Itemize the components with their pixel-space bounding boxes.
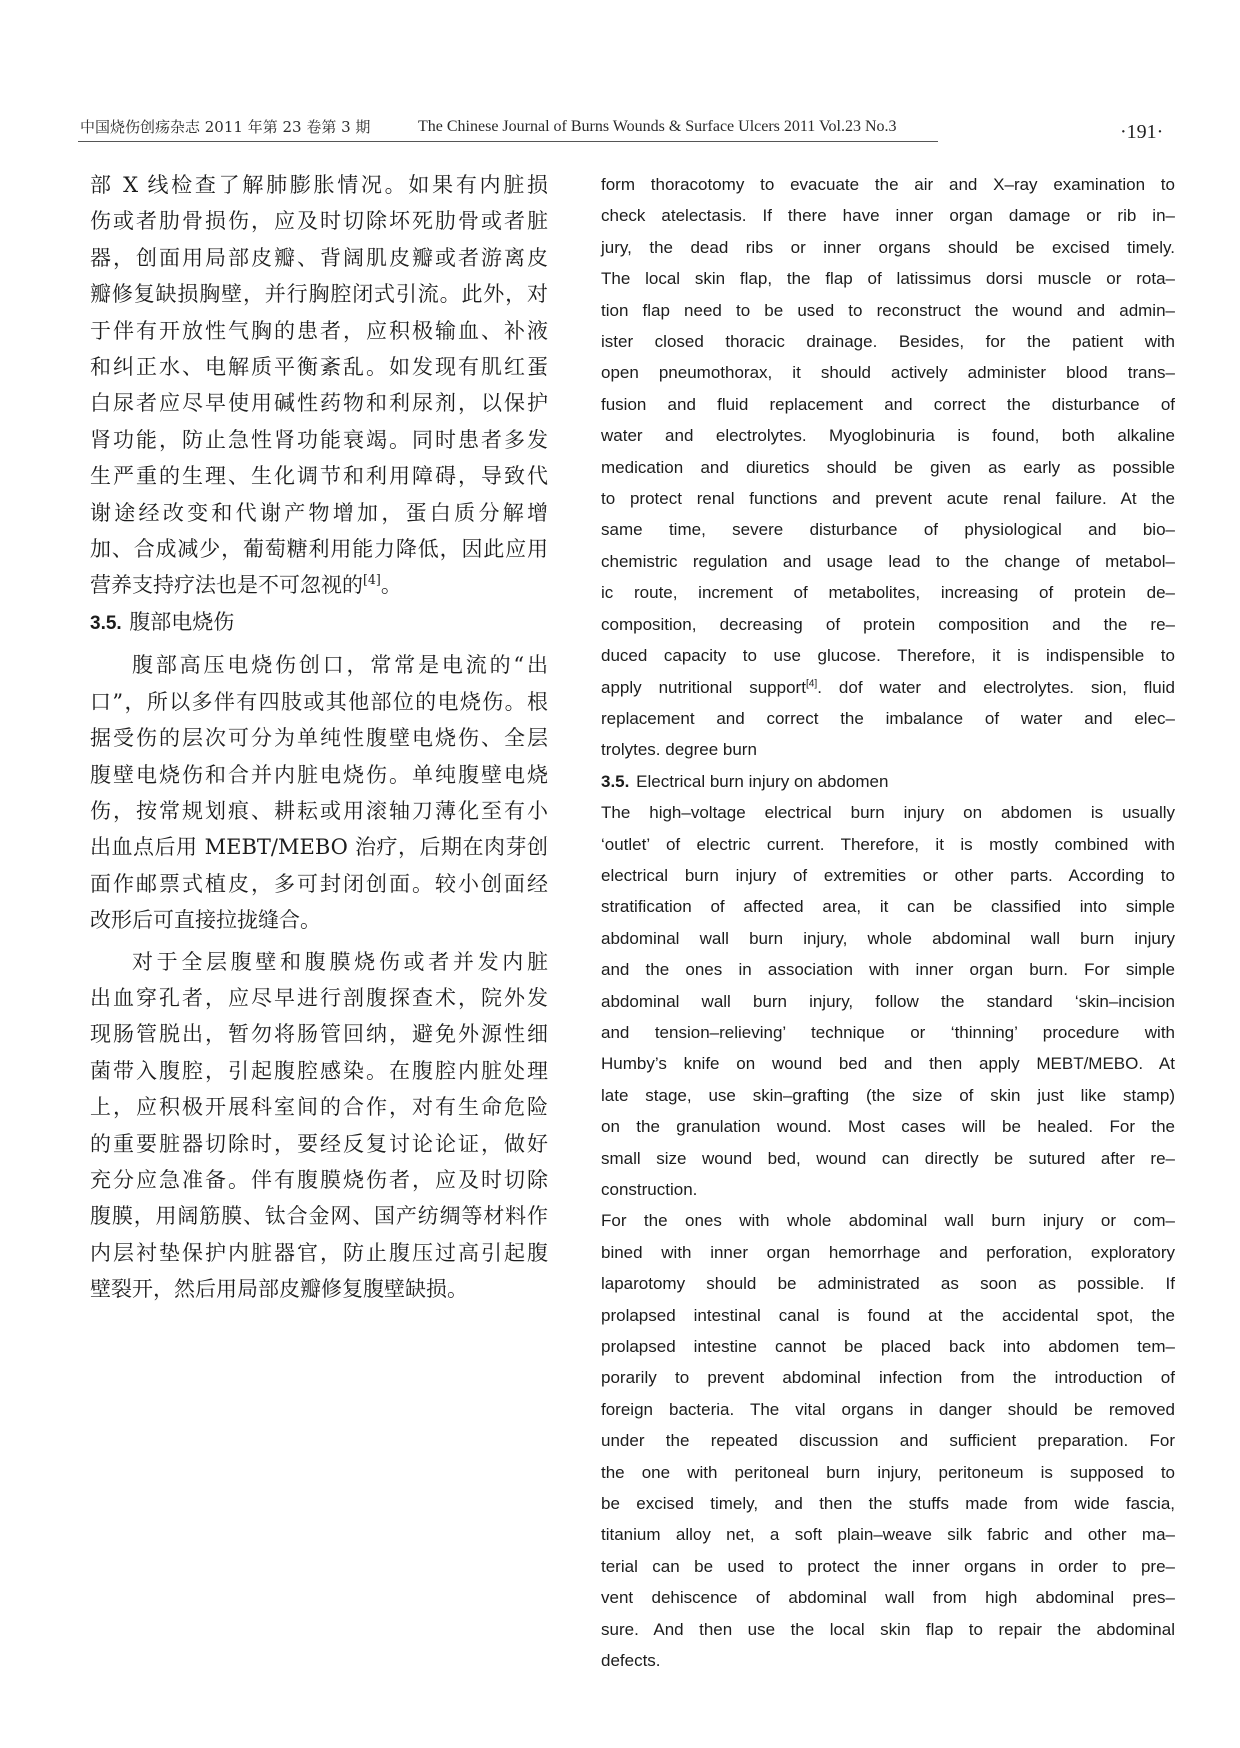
running-header-english: The Chinese Journal of Burns Wounds & Surface Ulcers 2011 Vol.23 No.3	[418, 118, 897, 135]
citation-superscript: [4]	[805, 677, 818, 689]
text-line: 据受伤的层次可分为单纯性腹壁电烧伤、全层	[90, 726, 548, 751]
paragraph	[90, 944, 548, 1308]
text-line: be excised timely, and then the stuffs made from wide fascia,	[601, 1494, 1175, 1514]
text-line: The high–voltage electrical burn injury on abdomen is usually	[601, 803, 1175, 823]
text-line: tion flap need to be used to reconstruct the wound and admin–	[601, 300, 1175, 320]
text-line: 瓣修复缺损胸壁，并行胸腔闭式引流。此外，对	[90, 282, 548, 307]
text-line: electrical burn injury of extremities or other parts. According to	[601, 865, 1175, 885]
text-line: 于伴有开放性气胸的患者，应积极输血、补液	[90, 318, 548, 343]
text-line: vent dehiscence of abdominal wall from high abdominal pres–	[601, 1588, 1175, 1608]
text-line: 和纠正水、电解质平衡紊乱。如发现有肌红蛋	[90, 355, 548, 380]
text-line: form thoracotomy to evacuate the air and X–ray examination to	[601, 175, 1175, 194]
text-line: sure. And then use the local skin flap to repair the abdominal	[601, 1619, 1175, 1639]
chinese-text-column	[90, 167, 548, 1308]
text-line: and tension–relieving’ technique or ‘thinning’ procedure with	[601, 1022, 1175, 1042]
running-header-chinese: 中国烧伤创疡杂志 2011 年第 23 卷第 3 期	[80, 118, 371, 136]
text-line: foreign bacteria. The vital organs in danger should be removed	[601, 1399, 1175, 1419]
text-line: bined with inner organ hemorrhage and perforation, exploratory	[601, 1242, 1175, 1262]
text-fragment: apply nutritional support	[601, 677, 806, 697]
text-line: 出血点后用 MEBT/MEBO 治疗，后期在肉芽创	[90, 835, 548, 860]
text-line: jury, the dead ribs or inner organs should be excised timely.	[601, 237, 1175, 257]
text-line: The local skin flap, the flap of latissimus dorsi muscle or rota–	[601, 269, 1175, 289]
text-line: Humby’s knife on wound bed and then apply MEBT/MEBO. At	[601, 1054, 1175, 1074]
text-line: ‘outlet’ of electric current. Therefore, it is mostly combined with	[601, 834, 1175, 854]
text-line: 伤或者肋骨损伤，应及时切除坏死肋骨或者脏	[90, 209, 548, 234]
section-title: Electrical burn injury on abdomen	[636, 771, 889, 791]
header-rule	[78, 141, 938, 142]
text-line: 面作邮票式植皮，多可封闭创面。较小创面经	[90, 871, 548, 896]
section-heading	[601, 766, 1175, 797]
text-line: 加、合成减少，葡萄糖利用能力降低，因此应用	[90, 537, 548, 562]
text-line: on the granulation wound. Most cases will be healed. For the	[601, 1117, 1175, 1137]
text-line: small size wound bed, wound can directly be sutured after re–	[601, 1148, 1175, 1168]
text-line: 充分应急准备。伴有腹膜烧伤者，应及时切除	[90, 1167, 548, 1192]
text-line: water and electrolytes. Myoglobinuria is found, both alkaline	[601, 426, 1175, 446]
text-line: 对于全层腹壁和腹膜烧伤或者并发内脏	[132, 949, 548, 974]
text-line: 伤，按常规划痕、耕耘或用滚轴刀薄化至有小	[90, 798, 548, 823]
text-line: 口”，所以多伴有四肢或其他部位的电烧伤。根	[90, 689, 548, 714]
page-number: ·191·	[1120, 121, 1164, 143]
text-line: 壁裂开，然后用局部皮瓣修复腹壁缺损。	[90, 1277, 468, 1302]
text-line: 部 X 线检查了解肺膨胀情况。如果有内脏损	[90, 173, 548, 197]
section-title: 腹部电烧伤	[129, 609, 235, 634]
text-line: 器，创面用局部皮瓣、背阔肌皮瓣或者游离皮	[90, 245, 548, 270]
text-line: 上，应积极开展科室间的合作，对有生命危险	[90, 1095, 548, 1120]
text-line: construction.	[601, 1180, 698, 1199]
text-line: check atelectasis. If there have inner organ damage or rib in–	[601, 206, 1175, 226]
section-number: 3.5.	[601, 771, 630, 791]
text-line: 内层衬垫保护内脏器官，防止腹压过高引起腹	[90, 1240, 548, 1265]
text-line: same time, severe disturbance of physiological and bio–	[601, 520, 1175, 540]
text-line: under the repeated discussion and sufficient preparation. For	[601, 1431, 1175, 1451]
paragraph	[601, 797, 1175, 1205]
text-line: and the ones in association with inner organ burn. For simple	[601, 960, 1175, 980]
text-line: 菌带入腹腔，引起腹腔感染。在腹腔内脏处理	[90, 1058, 548, 1083]
text-line: prolapsed intestinal canal is found at the accidental spot, the	[601, 1305, 1175, 1325]
text-line	[90, 567, 548, 603]
paragraph	[601, 169, 1175, 766]
text-line: 肾功能，防止急性肾功能衰竭。同时患者多发	[90, 427, 548, 452]
text-line: defects.	[601, 1651, 661, 1671]
paragraph	[90, 167, 548, 604]
text-fragment: 营养支持疗法也是不可忽视的	[90, 573, 363, 598]
text-fragment: . dof water and electrolytes. sion, fluid	[817, 677, 1175, 697]
section-heading	[90, 604, 548, 642]
text-line: 改形后可直接拉拢缝合。	[90, 908, 321, 933]
text-line: trolytes. degree burn	[601, 740, 757, 760]
text-line: stratification of affected area, it can be classified into simple	[601, 897, 1175, 917]
text-line: fusion and fluid replacement and correct the disturbance of	[601, 394, 1175, 414]
text-line: 出血穿孔者，应尽早进行剖腹探查术，院外发	[90, 985, 548, 1010]
text-line: replacement and correct the imbalance of water and elec–	[601, 708, 1175, 728]
text-line: late stage, use skin–grafting (the size of skin just like stamp)	[601, 1085, 1175, 1105]
section-number: 3.5.	[90, 612, 122, 634]
text-line: 腹壁电烧伤和合并内脏电烧伤。单纯腹壁电烧	[90, 762, 548, 787]
text-line: abdominal wall burn injury, follow the standard ‘skin–incision	[601, 991, 1175, 1011]
text-line: 腹膜，用阔筋膜、钛合金网、国产纺绸等材料作	[90, 1204, 548, 1229]
text-line: 的重要脏器切除时，要经反复讨论论证，做好	[90, 1131, 548, 1156]
text-line: 现肠管脱出，暂勿将肠管回纳，避免外源性细	[90, 1022, 548, 1047]
text-line: abdominal wall burn injury, whole abdominal wall burn injury	[601, 928, 1175, 948]
text-line: 腹部高压电烧伤创口，常常是电流的“出	[132, 653, 548, 678]
text-line: chemistric regulation and usage lead to the change of metabol–	[601, 551, 1175, 571]
text-line: porarily to prevent abdominal infection from the introduction of	[601, 1368, 1175, 1388]
text-line: the one with peritoneal burn injury, peritoneum is supposed to	[601, 1462, 1175, 1482]
text-line: For the ones with whole abdominal wall burn injury or com–	[601, 1211, 1175, 1231]
text-line: duced capacity to use glucose. Therefore, it is indispensible to	[601, 646, 1175, 666]
text-line: to protect renal functions and prevent acute renal failure. At the	[601, 489, 1175, 509]
text-line: prolapsed intestine cannot be placed back into abdomen tem–	[601, 1337, 1175, 1357]
text-line: ister closed thoracic drainage. Besides, for the patient with	[601, 332, 1175, 352]
text-line: medication and diuretics should be given as early as possible	[601, 457, 1175, 477]
text-line: composition, decreasing of protein composition and the re–	[601, 614, 1175, 634]
english-text-column	[601, 169, 1175, 1677]
citation-superscript: [4]	[363, 572, 381, 588]
text-line: open pneumothorax, it should actively administer blood trans–	[601, 363, 1175, 383]
text-line: terial can be used to protect the inner organs in order to pre–	[601, 1556, 1175, 1576]
text-line: ic route, increment of metabolites, increasing of protein de–	[601, 583, 1175, 603]
text-line: laparotomy should be administrated as soon as possible. If	[601, 1274, 1175, 1294]
text-fragment: 。	[380, 573, 402, 598]
text-line: 生严重的生理、生化调节和利用障碍，导致代	[90, 464, 548, 489]
paragraph	[601, 1205, 1175, 1676]
text-line: titanium alloy net, a soft plain–weave silk fabric and other ma–	[601, 1525, 1175, 1545]
text-line: 谢途经改变和代谢产物增加，蛋白质分解增	[90, 500, 548, 525]
text-line	[601, 672, 1175, 703]
paragraph	[90, 647, 548, 938]
text-line: 白尿者应尽早使用碱性药物和利尿剂，以保护	[90, 391, 548, 416]
